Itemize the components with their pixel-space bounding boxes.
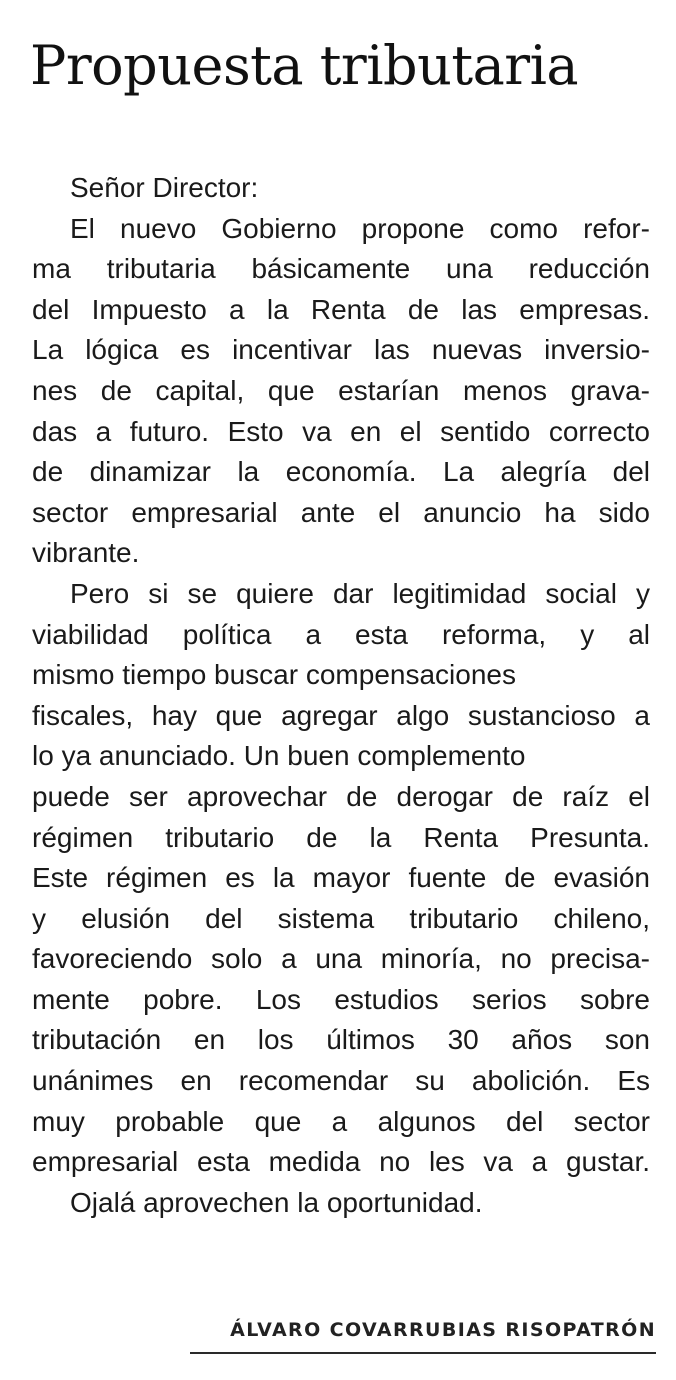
article-title: Propuesta tributaria [30,34,579,97]
closing-line: Ojalá aprovechen la oportunidad. [70,1186,483,1218]
author-signature: ÁLVARO COVARRUBIAS RISOPATRÓN [230,1319,656,1341]
text-line: lo ya anunciado. Un buen complemento [32,740,526,772]
text-line: sector empresarial ante el anuncio ha sido [32,496,650,528]
text-line: tributación en los últimos 30 años son [32,1024,650,1056]
text-line: y elusión del sistema tributario chileno, [32,902,650,934]
text-line: ma tributaria básicamente una reducción [32,253,650,285]
text-line: El nuevo Gobierno propone como refor- [70,212,650,244]
text-line: unánimes en recomendar su abolición. Es [32,1065,650,1097]
letter-body [32,168,650,1223]
signature-divider [190,1352,656,1354]
text-line: empresarial esta medida no les va a gustar. [32,1146,650,1178]
text-line: La lógica es incentivar las nuevas inversio- [32,334,650,366]
text-line: muy probable que a algunos del sector [32,1105,650,1137]
salutation: Señor Director: [70,172,259,203]
text-line: das a futuro. Esto va en el sentido correcto [32,415,650,447]
text-line: de dinamizar la economía. La alegría del [32,456,650,488]
text-line: del Impuesto a la Renta de las empresas. [32,293,650,325]
text-line: mismo tiempo buscar compensaciones [32,659,516,691]
text-line: mente pobre. Los estudios serios sobre [32,983,650,1015]
text-line: fiscales, hay que agregar algo sustancioso a [32,699,650,731]
text-line: vibrante. [32,537,140,569]
text-line: Este régimen es la mayor fuente de evasión [32,862,650,894]
text-line: favoreciendo solo a una minoría, no precisa- [32,943,650,975]
text-line: viabilidad política a esta reforma, y al [32,618,650,650]
text-line: Pero si se quiere dar legitimidad social y [70,577,650,609]
text-line: régimen tributario de la Renta Presunta. [32,821,650,853]
text-line: puede ser aprovechar de derogar de raíz el [32,780,650,812]
text-line: nes de capital, que estarían menos grava- [32,374,650,406]
